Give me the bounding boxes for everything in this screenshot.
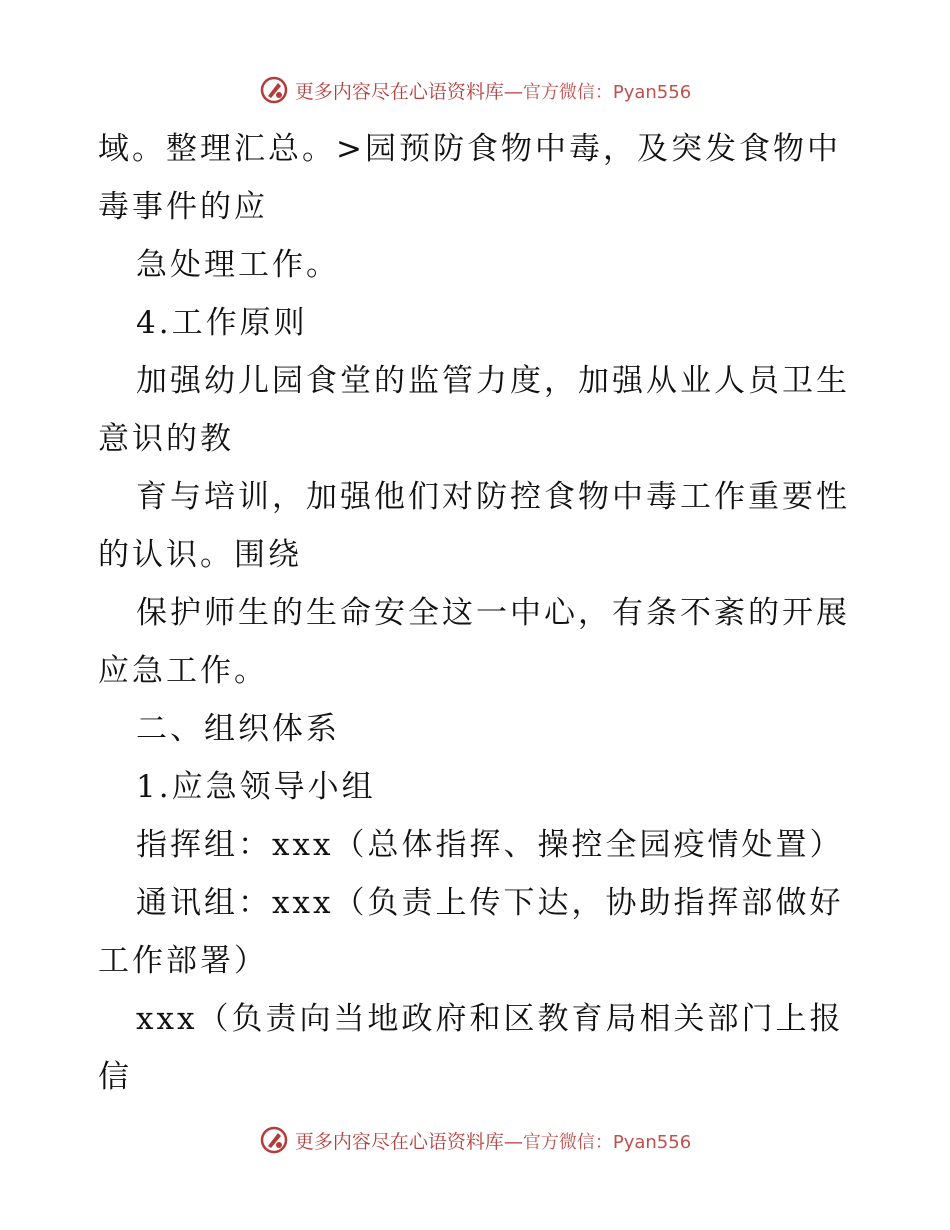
body-line: 4.工作原则 (136, 305, 308, 341)
header-separator: — (503, 80, 523, 103)
header-banner (0, 70, 950, 110)
body-line: 应急工作。 (98, 653, 268, 689)
footer-separator: — (503, 1130, 523, 1153)
body-line: xxx（负责向当地政府和区教育局相关部门上报 (136, 1001, 844, 1037)
body-line: 指挥组：xxx（总体指挥、操控全园疫情处置） (136, 827, 844, 863)
body-line: 通讯组：xxx（负责上传下达，协助指挥部做好 (136, 885, 844, 921)
logo-icon (259, 1125, 289, 1155)
subsection-heading: 1.应急领导小组 (136, 769, 376, 805)
logo-icon (259, 75, 289, 105)
footer-text (295, 1127, 691, 1154)
header-text (295, 77, 691, 104)
body-line: 意识的教 (98, 421, 234, 457)
header-contact: 官方微信：Pyan556 (522, 81, 692, 103)
footer-banner (0, 1120, 950, 1160)
document-body (98, 120, 858, 1106)
footer-site-text: 更多内容尽在心语资料库 (294, 1130, 504, 1153)
footer-contact: 官方微信：Pyan556 (522, 1131, 692, 1153)
body-line: 域。整理汇总。>园预防食物中毒，及突发食物中 (98, 131, 841, 167)
body-line: 工作部署） (98, 943, 268, 979)
body-line: 的认识。围绕 (98, 537, 302, 573)
body-line: 急处理工作。 (136, 247, 340, 283)
body-line: 加强幼儿园食堂的监管力度，加强从业人员卫生 (136, 363, 850, 399)
body-line: 信 (98, 1059, 132, 1095)
body-line: 育与培训，加强他们对防控食物中毒工作重要性 (136, 479, 850, 515)
section-heading: 二、组织体系 (136, 711, 340, 747)
body-line: 保护师生的生命安全这一中心，有条不紊的开展 (136, 595, 850, 631)
body-line: 毒事件的应 (98, 189, 268, 225)
header-site-text: 更多内容尽在心语资料库 (294, 80, 504, 103)
